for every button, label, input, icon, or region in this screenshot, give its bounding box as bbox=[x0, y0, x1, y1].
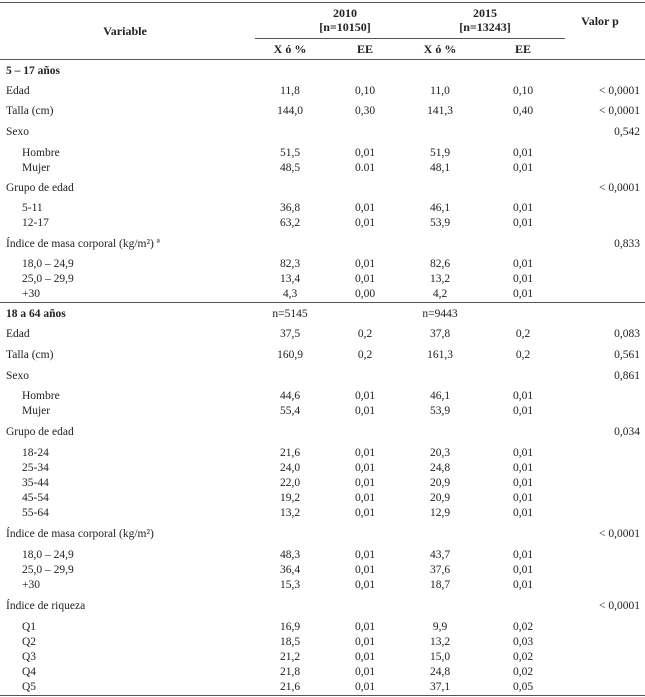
header-ee-2015: EE bbox=[514, 42, 531, 56]
value-2015: 20,3 bbox=[429, 447, 451, 459]
value-2010: 51,5 bbox=[279, 147, 301, 159]
sample-size-2015: n=9443 bbox=[422, 308, 458, 320]
variable-label: Grupo de edad bbox=[6, 426, 74, 438]
value-2010: 16,9 bbox=[279, 621, 301, 633]
subcategory-label: +30 bbox=[22, 579, 40, 591]
subcategory-label: Q5 bbox=[22, 681, 37, 693]
ee-2015: 0,2 bbox=[515, 349, 531, 361]
value-2010: 13,4 bbox=[279, 273, 301, 285]
header-year-2015: 2015 bbox=[473, 6, 497, 20]
ee-2015: 0,01 bbox=[512, 549, 534, 561]
ee-2010: 0,01 bbox=[354, 147, 376, 159]
ee-2015: 0,10 bbox=[512, 85, 534, 97]
value-2015: 20,9 bbox=[429, 492, 451, 504]
ee-2015: 0,02 bbox=[512, 621, 534, 633]
ee-2010: 0,01 bbox=[354, 273, 376, 285]
subcategory-label: Q3 bbox=[22, 651, 37, 663]
value-2010: 63,2 bbox=[279, 217, 301, 229]
value-2010: 144,0 bbox=[277, 105, 303, 117]
variable-label: Índice de masa corporal (kg/m²) ª bbox=[6, 238, 160, 250]
ee-2010: 0,2 bbox=[357, 328, 373, 340]
ee-2015: 0,05 bbox=[512, 681, 534, 693]
ee-2010: 0,01 bbox=[354, 405, 376, 417]
subcategory-label: +30 bbox=[22, 288, 40, 300]
p-value: 0,083 bbox=[614, 328, 640, 340]
subcategory-label: Hombre bbox=[22, 390, 60, 402]
value-2010: 48,3 bbox=[279, 549, 301, 561]
ee-2015: 0,01 bbox=[512, 273, 534, 285]
table-top-rule bbox=[0, 2, 645, 3]
ee-2010: 0,30 bbox=[354, 105, 376, 117]
ee-2010: 0,10 bbox=[354, 85, 376, 97]
subcategory-label: 55-64 bbox=[22, 507, 49, 519]
variable-label: Talla (cm) bbox=[6, 349, 54, 361]
variable-label: Sexo bbox=[6, 126, 29, 138]
ee-2015: 0,01 bbox=[512, 579, 534, 591]
p-value: < 0,0001 bbox=[599, 182, 640, 194]
value-2010: 11,8 bbox=[280, 85, 300, 97]
value-2015: 37,6 bbox=[429, 564, 451, 576]
ee-2010: 0,01 bbox=[354, 477, 376, 489]
ee-2010: 0,01 bbox=[354, 579, 376, 591]
subcategory-label: 25,0 – 29,9 bbox=[22, 273, 74, 285]
header-year-2010: 2010 bbox=[333, 6, 357, 20]
value-2010: 21,6 bbox=[279, 681, 301, 693]
value-2010: 21,2 bbox=[279, 651, 301, 663]
p-value: < 0,0001 bbox=[599, 528, 640, 540]
section-divider-rule bbox=[0, 302, 645, 303]
subcategory-label: 5-11 bbox=[22, 202, 43, 214]
value-2010: 21,6 bbox=[279, 447, 301, 459]
value-2010: 13,2 bbox=[279, 507, 301, 519]
subcategory-label: 35-44 bbox=[22, 477, 49, 489]
subcategory-label: 18-24 bbox=[22, 447, 49, 459]
ee-2015: 0,01 bbox=[512, 564, 534, 576]
header-bottom-rule bbox=[0, 59, 645, 60]
ee-2010: 0,01 bbox=[354, 507, 376, 519]
value-2010: 36,4 bbox=[279, 564, 301, 576]
ee-2010: 0,00 bbox=[354, 288, 376, 300]
ee-2010: 0,01 bbox=[354, 651, 376, 663]
subcategory-label: Mujer bbox=[22, 162, 51, 174]
ee-2010: 0,01 bbox=[354, 681, 376, 693]
ee-2010: 0,01 bbox=[354, 549, 376, 561]
subcategory-label: Mujer bbox=[22, 405, 51, 417]
value-2010: 82,3 bbox=[279, 258, 301, 270]
ee-2015: 0,01 bbox=[512, 147, 534, 159]
ee-2015: 0,01 bbox=[512, 162, 534, 174]
ee-2010: 0,01 bbox=[354, 621, 376, 633]
value-2010: 37,5 bbox=[279, 328, 301, 340]
subcategory-label: Q4 bbox=[22, 666, 37, 678]
value-2015: 24,8 bbox=[429, 462, 451, 474]
value-2010: 15,3 bbox=[279, 579, 301, 591]
variable-label: Índice de masa corporal (kg/m²) bbox=[6, 528, 154, 540]
p-value: 0,034 bbox=[614, 426, 640, 438]
value-2015: 53,9 bbox=[429, 405, 451, 417]
variable-label: Edad bbox=[6, 328, 30, 340]
ee-2015: 0,01 bbox=[512, 202, 534, 214]
value-2010: 4,3 bbox=[282, 288, 298, 300]
variable-label: Edad bbox=[6, 85, 30, 97]
ee-2015: 0,01 bbox=[512, 258, 534, 270]
subcategory-label: Hombre bbox=[22, 147, 60, 159]
value-2015: 82,6 bbox=[429, 258, 451, 270]
ee-2015: 0,40 bbox=[512, 105, 534, 117]
value-2015: 37,1 bbox=[429, 681, 451, 693]
value-2015: 24,8 bbox=[429, 666, 451, 678]
table-bottom-rule bbox=[0, 695, 645, 696]
value-2015: 37,8 bbox=[429, 328, 451, 340]
ee-2010: 0,01 bbox=[354, 636, 376, 648]
p-value: < 0,0001 bbox=[599, 105, 640, 117]
subcategory-label: Q2 bbox=[22, 636, 37, 648]
value-2015: 13,2 bbox=[429, 273, 451, 285]
header-variable: Variable bbox=[103, 24, 147, 38]
value-2015: 51,9 bbox=[429, 147, 451, 159]
ee-2010: 0,01 bbox=[354, 217, 376, 229]
p-value: 0,861 bbox=[614, 370, 640, 382]
p-value: < 0,0001 bbox=[599, 600, 640, 612]
header-subrule bbox=[255, 38, 565, 39]
ee-2010: 0,01 bbox=[354, 564, 376, 576]
ee-2015: 0,01 bbox=[512, 507, 534, 519]
ee-2015: 0,02 bbox=[512, 651, 534, 663]
ee-2010: 0,01 bbox=[354, 462, 376, 474]
value-2015: 43,7 bbox=[429, 549, 451, 561]
value-2015: 161,3 bbox=[427, 349, 453, 361]
value-2015: 46,1 bbox=[429, 390, 451, 402]
ee-2015: 0,01 bbox=[512, 288, 534, 300]
value-2015: 53,9 bbox=[429, 217, 451, 229]
ee-2015: 0,01 bbox=[512, 492, 534, 504]
header-n-2010: [n=10150] bbox=[319, 20, 371, 34]
ee-2010: 0,2 bbox=[357, 349, 373, 361]
value-2015: 4,2 bbox=[432, 288, 448, 300]
p-value: 0,542 bbox=[614, 126, 640, 138]
value-2010: 24,0 bbox=[279, 462, 301, 474]
ee-2010: 0,01 bbox=[354, 492, 376, 504]
value-2015: 18,7 bbox=[429, 579, 451, 591]
ee-2010: 0,01 bbox=[354, 666, 376, 678]
ee-2015: 0,01 bbox=[512, 477, 534, 489]
p-value: 0,561 bbox=[614, 349, 640, 361]
section-label: 18 a 64 años bbox=[6, 308, 66, 320]
sample-size-2010: n=5145 bbox=[272, 308, 308, 320]
value-2010: 44,6 bbox=[279, 390, 301, 402]
header-pvalue: Valor p bbox=[581, 14, 619, 28]
variable-label: Sexo bbox=[6, 370, 29, 382]
value-2015: 12,9 bbox=[429, 507, 451, 519]
subcategory-label: 18,0 – 24,9 bbox=[22, 258, 74, 270]
subcategory-label: 25,0 – 29,9 bbox=[22, 564, 74, 576]
value-2015: 46,1 bbox=[429, 202, 451, 214]
value-2010: 22,0 bbox=[279, 477, 301, 489]
ee-2015: 0,01 bbox=[512, 447, 534, 459]
value-2015: 13,2 bbox=[429, 636, 451, 648]
variable-label: Grupo de edad bbox=[6, 182, 74, 194]
header-mean-2010: X ó % bbox=[273, 42, 307, 56]
header-mean-2015: X ó % bbox=[423, 42, 457, 56]
variable-label: Talla (cm) bbox=[6, 105, 54, 117]
section-label: 5 – 17 años bbox=[6, 65, 60, 77]
ee-2015: 0,02 bbox=[512, 666, 534, 678]
value-2015: 20,9 bbox=[429, 477, 451, 489]
ee-2015: 0,01 bbox=[512, 390, 534, 402]
value-2015: 9,9 bbox=[432, 621, 448, 633]
header-n-2015: [n=13243] bbox=[459, 20, 511, 34]
value-2015: 48,1 bbox=[429, 162, 451, 174]
ee-2015: 0,01 bbox=[512, 462, 534, 474]
subcategory-label: Q1 bbox=[22, 621, 37, 633]
value-2010: 19,2 bbox=[279, 492, 301, 504]
subcategory-label: 45-54 bbox=[22, 492, 49, 504]
ee-2010: 0.01 bbox=[354, 162, 376, 174]
ee-2010: 0,01 bbox=[354, 390, 376, 402]
value-2015: 15,0 bbox=[429, 651, 451, 663]
value-2010: 55,4 bbox=[279, 405, 301, 417]
ee-2010: 0,01 bbox=[354, 447, 376, 459]
value-2010: 21,8 bbox=[279, 666, 301, 678]
variable-label: Índice de riqueza bbox=[6, 600, 86, 612]
ee-2010: 0,01 bbox=[354, 202, 376, 214]
value-2010: 36,8 bbox=[279, 202, 301, 214]
ee-2015: 0,03 bbox=[512, 636, 534, 648]
p-value: 0,833 bbox=[614, 238, 640, 250]
header-ee-2010: EE bbox=[356, 42, 373, 56]
subcategory-label: 18,0 – 24,9 bbox=[22, 549, 74, 561]
value-2010: 160,9 bbox=[277, 349, 303, 361]
value-2015: 11,0 bbox=[430, 85, 450, 97]
ee-2010: 0,01 bbox=[354, 258, 376, 270]
subcategory-label: 25-34 bbox=[22, 462, 49, 474]
value-2015: 141,3 bbox=[427, 105, 453, 117]
value-2010: 48,5 bbox=[279, 162, 301, 174]
ee-2015: 0,2 bbox=[515, 328, 531, 340]
ee-2015: 0,01 bbox=[512, 217, 534, 229]
p-value: < 0,0001 bbox=[599, 85, 640, 97]
subcategory-label: 12-17 bbox=[22, 217, 49, 229]
ee-2015: 0,01 bbox=[512, 405, 534, 417]
value-2010: 18,5 bbox=[279, 636, 301, 648]
